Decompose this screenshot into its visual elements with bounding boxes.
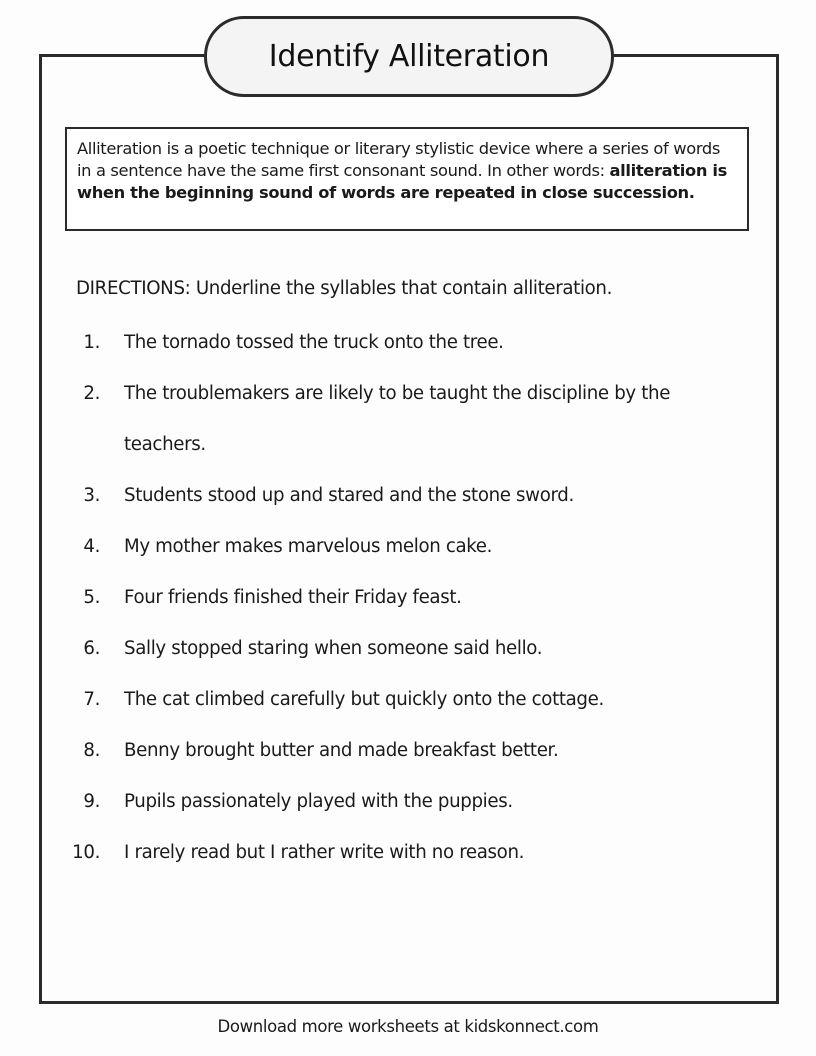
question-text: The cat climbed carefully but quickly onto the cottage. (124, 689, 604, 710)
question-number: 5. (83, 587, 100, 608)
definition-bold: alliteration is when the beginning sound of words are repeated in close succession. (77, 161, 727, 202)
question-text: Four friends finished their Friday feast. (124, 587, 462, 608)
question-number: 4. (83, 536, 100, 557)
question-number: 6. (83, 638, 100, 659)
question-text: Sally stopped staring when someone said hello. (124, 638, 543, 659)
question-item-9 (0, 791, 816, 817)
definition-text (77, 138, 737, 204)
question-text: The troublemakers are likely to be taught the discipline by the (124, 383, 671, 404)
directions: DIRECTIONS: Underline the syllables that contain alliteration. (76, 278, 613, 299)
question-number: 7. (83, 689, 100, 710)
question-text: Pupils passionately played with the puppies. (124, 791, 513, 812)
question-item-10 (0, 842, 816, 868)
question-item-2-continued (0, 434, 816, 460)
question-text: Benny brought butter and made breakfast better. (124, 740, 559, 761)
definition-box (65, 127, 749, 231)
question-item-6 (0, 638, 816, 664)
question-text: I rarely read but I rather write with no reason. (124, 842, 525, 863)
question-item-4 (0, 536, 816, 562)
question-item-8 (0, 740, 816, 766)
question-text: The tornado tossed the truck onto the tree. (124, 332, 504, 353)
footer-credit: Download more worksheets at kidskonnect.com (217, 1017, 599, 1036)
page-title: Identify Alliteration (268, 39, 550, 74)
question-item-1 (0, 332, 816, 358)
question-number: 1. (83, 332, 100, 353)
title-banner (204, 16, 614, 97)
question-number: 9. (83, 791, 100, 812)
question-item-7 (0, 689, 816, 715)
question-number: 2. (83, 383, 100, 404)
question-number: 10. (72, 842, 100, 863)
question-number: 8. (83, 740, 100, 761)
question-item-2 (0, 383, 816, 409)
definition-normal: Alliteration is a poetic technique or literary stylistic device where a series of words in a sentence have the same first consonant sound. In other words: (77, 139, 720, 180)
question-text: My mother makes marvelous melon cake. (124, 536, 493, 557)
question-item-3 (0, 485, 816, 511)
question-item-5 (0, 587, 816, 613)
question-text: Students stood up and stared and the stone sword. (124, 485, 574, 506)
question-text-continued: teachers. (124, 434, 206, 455)
question-number: 3. (83, 485, 100, 506)
